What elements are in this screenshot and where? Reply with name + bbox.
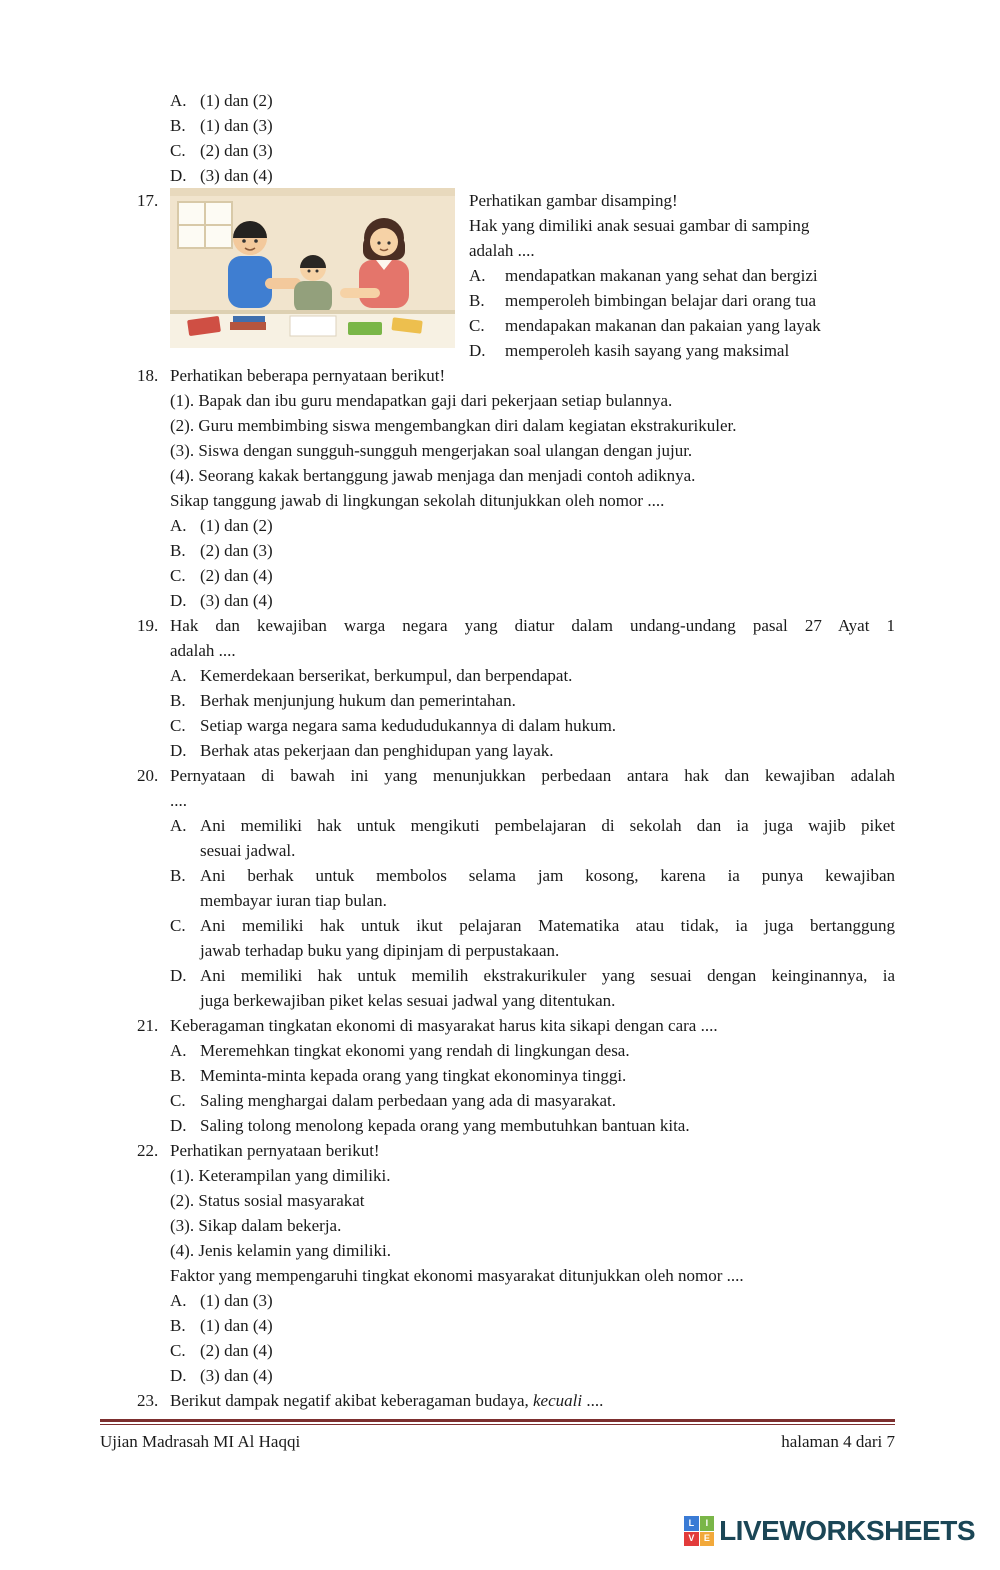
option-letter: B. [170, 116, 186, 135]
option-text [200, 663, 895, 688]
option-row [170, 663, 895, 688]
question-stem-line [170, 1388, 895, 1413]
option-line: (1) dan (2) [200, 516, 273, 535]
option-row [469, 263, 895, 288]
question-line: Perhatikan gambar disamping! [469, 191, 678, 210]
family-study-illustration [170, 188, 455, 348]
option-line: sesuai jadwal. [200, 841, 296, 860]
option-letter: B. [170, 866, 186, 885]
liveworksheets-icon [684, 1516, 714, 1546]
option-row [469, 313, 895, 338]
option-letter: C. [170, 1341, 186, 1360]
question-stem-line: adalah .... [170, 641, 236, 660]
options-group [170, 1038, 895, 1138]
question-body [170, 1013, 895, 1138]
option-letter: C. [170, 916, 186, 935]
question-stem-line: Pernyataan di bawah ini yang menunjukkan perbedaan antara hak dan kewajiban adalah [170, 766, 895, 785]
option-text [505, 288, 895, 313]
option-row [170, 1313, 895, 1338]
option-letter: D. [170, 1366, 187, 1385]
option-text [200, 138, 895, 163]
option-letter: C. [170, 716, 186, 735]
option-letter: D. [469, 341, 486, 360]
option-letter: A. [170, 666, 187, 685]
option-letter: C. [170, 1091, 186, 1110]
option-line: mendapakan makanan dan pakaian yang layak [505, 316, 821, 335]
brand-square-l: L [684, 1516, 699, 1531]
option-text [505, 263, 895, 288]
stem-italic-word: kecuali [533, 1391, 583, 1410]
option-row [170, 513, 895, 538]
option-line: (1) dan (2) [200, 91, 273, 110]
question-number: 20. [137, 766, 159, 785]
option-text [200, 513, 895, 538]
option-line: mendapatkan makanan yang sehat dan bergizi [505, 266, 818, 285]
option-row [170, 1038, 895, 1063]
footer-doc-title: Ujian Madrasah MI Al Haqqi [100, 1432, 301, 1451]
option-row [170, 913, 895, 963]
option-text [200, 863, 895, 913]
question [100, 1013, 895, 1138]
question-stem-line: Hak dan kewajiban warga negara yang diatur dalam undang-undang pasal 27 Ayat 1 [170, 616, 895, 635]
option-row [170, 1338, 895, 1363]
option-line: Berhak menjunjung hukum dan pemerintahan. [200, 691, 516, 710]
question-list [100, 88, 895, 1413]
option-row [170, 588, 895, 613]
stem-text: Berikut dampak negatif akibat keberagaman budaya, [170, 1391, 533, 1410]
page-footer [100, 1419, 895, 1454]
option-line: memperoleh bimbingan belajar dari orang tua [505, 291, 817, 310]
option-line: Ani memiliki hak untuk mengikuti pembelajaran di sekolah dan ia juga wajib piket [200, 816, 895, 835]
option-row [170, 138, 895, 163]
option-line: (1) dan (4) [200, 1316, 273, 1335]
option-text [200, 963, 895, 1013]
brand-square-v: V [684, 1532, 699, 1547]
options-group [170, 813, 895, 1013]
option-line: Kemerdekaan berserikat, berkumpul, dan berpendapat. [200, 666, 573, 685]
option-row [170, 1288, 895, 1313]
option-text [200, 913, 895, 963]
question-body [170, 1388, 895, 1413]
option-line: (2) dan (3) [200, 141, 273, 160]
statement-line: (1). Keterampilan yang dimiliki. [170, 1166, 391, 1185]
option-letter: B. [170, 541, 186, 560]
statement-line: (2). Status sosial masyarakat [170, 1191, 365, 1210]
liveworksheets-wordmark: LIVEWORKSHEETS [719, 1515, 975, 1546]
option-row [170, 1363, 895, 1388]
option-text [200, 688, 895, 713]
option-letter: D. [170, 966, 187, 985]
option-line: (2) dan (4) [200, 566, 273, 585]
option-text [200, 1088, 895, 1113]
option-row [170, 113, 895, 138]
question-image [170, 188, 455, 348]
footer-page-number: halaman 4 dari 7 [781, 1432, 895, 1451]
question-number: 18. [137, 366, 159, 385]
options-group [170, 513, 895, 613]
question-body [170, 763, 895, 1013]
question-body [170, 363, 895, 613]
question-body [170, 1138, 895, 1388]
option-row [170, 538, 895, 563]
option-line: Setiap warga negara sama kedududukannya di dalam hukum. [200, 716, 617, 735]
question-number: 21. [137, 1016, 159, 1035]
option-letter: C. [170, 141, 186, 160]
option-line: (2) dan (3) [200, 541, 273, 560]
question [100, 1138, 895, 1388]
option-letter: D. [170, 1116, 187, 1135]
option-row [170, 1088, 895, 1113]
option-letter: A. [469, 266, 486, 285]
option-text [200, 1313, 895, 1338]
question [100, 1388, 895, 1413]
option-row [170, 713, 895, 738]
statement-line: (4). Jenis kelamin yang dimiliki. [170, 1241, 391, 1260]
option-row [170, 163, 895, 188]
option-text [200, 738, 895, 763]
option-text [200, 1338, 895, 1363]
statement-line: (3). Sikap dalam bekerja. [170, 1216, 342, 1235]
option-letter: A. [170, 816, 187, 835]
question-stem-line: Perhatikan pernyataan berikut! [170, 1141, 380, 1160]
option-line: memperoleh kasih sayang yang maksimal [505, 341, 790, 360]
option-line: Saling tolong menolong kepada orang yang membutuhkan bantuan kita. [200, 1116, 690, 1135]
option-text [200, 1288, 895, 1313]
option-line: (3) dan (4) [200, 166, 273, 185]
question [100, 188, 895, 363]
option-line: (3) dan (4) [200, 591, 273, 610]
question [100, 363, 895, 613]
option-row [170, 1113, 895, 1138]
option-letter: A. [170, 1041, 187, 1060]
option-line: Saling menghargai dalam perbedaan yang ada di masyarakat. [200, 1091, 617, 1110]
option-letter: D. [170, 741, 187, 760]
option-line: Meminta-minta kepada orang yang tingkat ekonominya tinggi. [200, 1066, 627, 1085]
stem-text: .... [582, 1391, 604, 1410]
worksheet-page [100, 88, 895, 1413]
option-letter: A. [170, 516, 187, 535]
options-group [170, 88, 895, 188]
options-group [170, 1288, 895, 1388]
option-letter: C. [469, 316, 485, 335]
option-line: Ani berhak untuk membolos selama jam kosong, karena ia punya kewajiban [200, 866, 895, 885]
question [100, 613, 895, 763]
question [100, 763, 895, 1013]
statement-line: (3). Siswa dengan sungguh-sungguh mengerjakan soal ulangan dengan jujur. [170, 441, 693, 460]
options-group [170, 663, 895, 763]
option-letter: B. [170, 1316, 186, 1335]
option-line: juga berkewajiban piket kelas sesuai jadwal yang ditentukan. [200, 991, 616, 1010]
option-row [170, 88, 895, 113]
option-letter: D. [170, 166, 187, 185]
option-line: (2) dan (4) [200, 1341, 273, 1360]
option-letter: C. [170, 566, 186, 585]
option-line: Ani memiliki hak untuk ikut pelajaran Matematika atau tidak, ia juga bertanggung [200, 916, 895, 935]
brand-square-e: E [700, 1532, 715, 1547]
option-letter: B. [170, 691, 186, 710]
footer-text-row [100, 1429, 895, 1454]
option-text [200, 1113, 895, 1138]
option-text [505, 338, 895, 363]
option-letter: A. [170, 91, 187, 110]
statement-line: (1). Bapak dan ibu guru mendapatkan gaji dari pekerjaan setiap bulannya. [170, 391, 673, 410]
brand-square-i: I [700, 1516, 715, 1531]
option-text [200, 713, 895, 738]
question-number: 22. [137, 1141, 159, 1160]
option-text [200, 113, 895, 138]
statement-line: (2). Guru membimbing siswa mengembangkan diri dalam kegiatan ekstrakurikuler. [170, 416, 737, 435]
option-row [469, 338, 895, 363]
option-text [200, 563, 895, 588]
liveworksheets-logo[interactable] [684, 1516, 975, 1546]
footer-rule [100, 1419, 895, 1425]
option-line: membayar iuran tiap bulan. [200, 891, 387, 910]
question-body [170, 613, 895, 763]
option-row [170, 813, 895, 863]
question-body [170, 188, 895, 363]
option-text [200, 813, 895, 863]
question-number: 19. [137, 616, 159, 635]
question-line: Hak yang dimiliki anak sesuai gambar di samping [469, 216, 810, 235]
option-text [200, 163, 895, 188]
question-stem-line: Perhatikan beberapa pernyataan berikut! [170, 366, 446, 385]
option-letter: A. [170, 1291, 187, 1310]
question-text-column [469, 188, 895, 363]
statement-line: (4). Seorang kakak bertanggung jawab menjaga dan menjadi contoh adiknya. [170, 466, 696, 485]
option-text [200, 1038, 895, 1063]
statement-line: Sikap tanggung jawab di lingkungan sekolah ditunjukkan oleh nomor .... [170, 491, 665, 510]
option-line: Berhak atas pekerjaan dan penghidupan yang layak. [200, 741, 554, 760]
question-number: 17. [137, 191, 159, 210]
option-line: (1) dan (3) [200, 1291, 273, 1310]
option-line: Meremehkan tingkat ekonomi yang rendah di lingkungan desa. [200, 1041, 630, 1060]
option-letter: B. [170, 1066, 186, 1085]
option-line: (1) dan (3) [200, 116, 273, 135]
option-letter: D. [170, 591, 187, 610]
option-text [200, 588, 895, 613]
question-stem-line: Keberagaman tingkatan ekonomi di masyarakat harus kita sikapi dengan cara .... [170, 1016, 718, 1035]
option-row [469, 288, 895, 313]
option-row [170, 563, 895, 588]
question-line: adalah .... [469, 241, 535, 260]
option-text [200, 88, 895, 113]
question-number: 23. [137, 1391, 159, 1410]
option-text [200, 1063, 895, 1088]
option-text [200, 538, 895, 563]
option-row [170, 738, 895, 763]
option-line: jawab terhadap buku yang dipinjam di perpustakaan. [200, 941, 560, 960]
option-row [170, 1063, 895, 1088]
option-row [170, 863, 895, 913]
statement-line: Faktor yang mempengaruhi tingkat ekonomi masyarakat ditunjukkan oleh nomor .... [170, 1266, 744, 1285]
option-row [170, 963, 895, 1013]
option-line: Ani memiliki hak untuk memilih ekstrakurikuler yang sesuai dengan keinginannya, ia [200, 966, 895, 985]
option-line: (3) dan (4) [200, 1366, 273, 1385]
option-row [170, 688, 895, 713]
option-text [200, 1363, 895, 1388]
option-text [505, 313, 895, 338]
option-letter: B. [469, 291, 485, 310]
question-stem-line: .... [170, 791, 187, 810]
